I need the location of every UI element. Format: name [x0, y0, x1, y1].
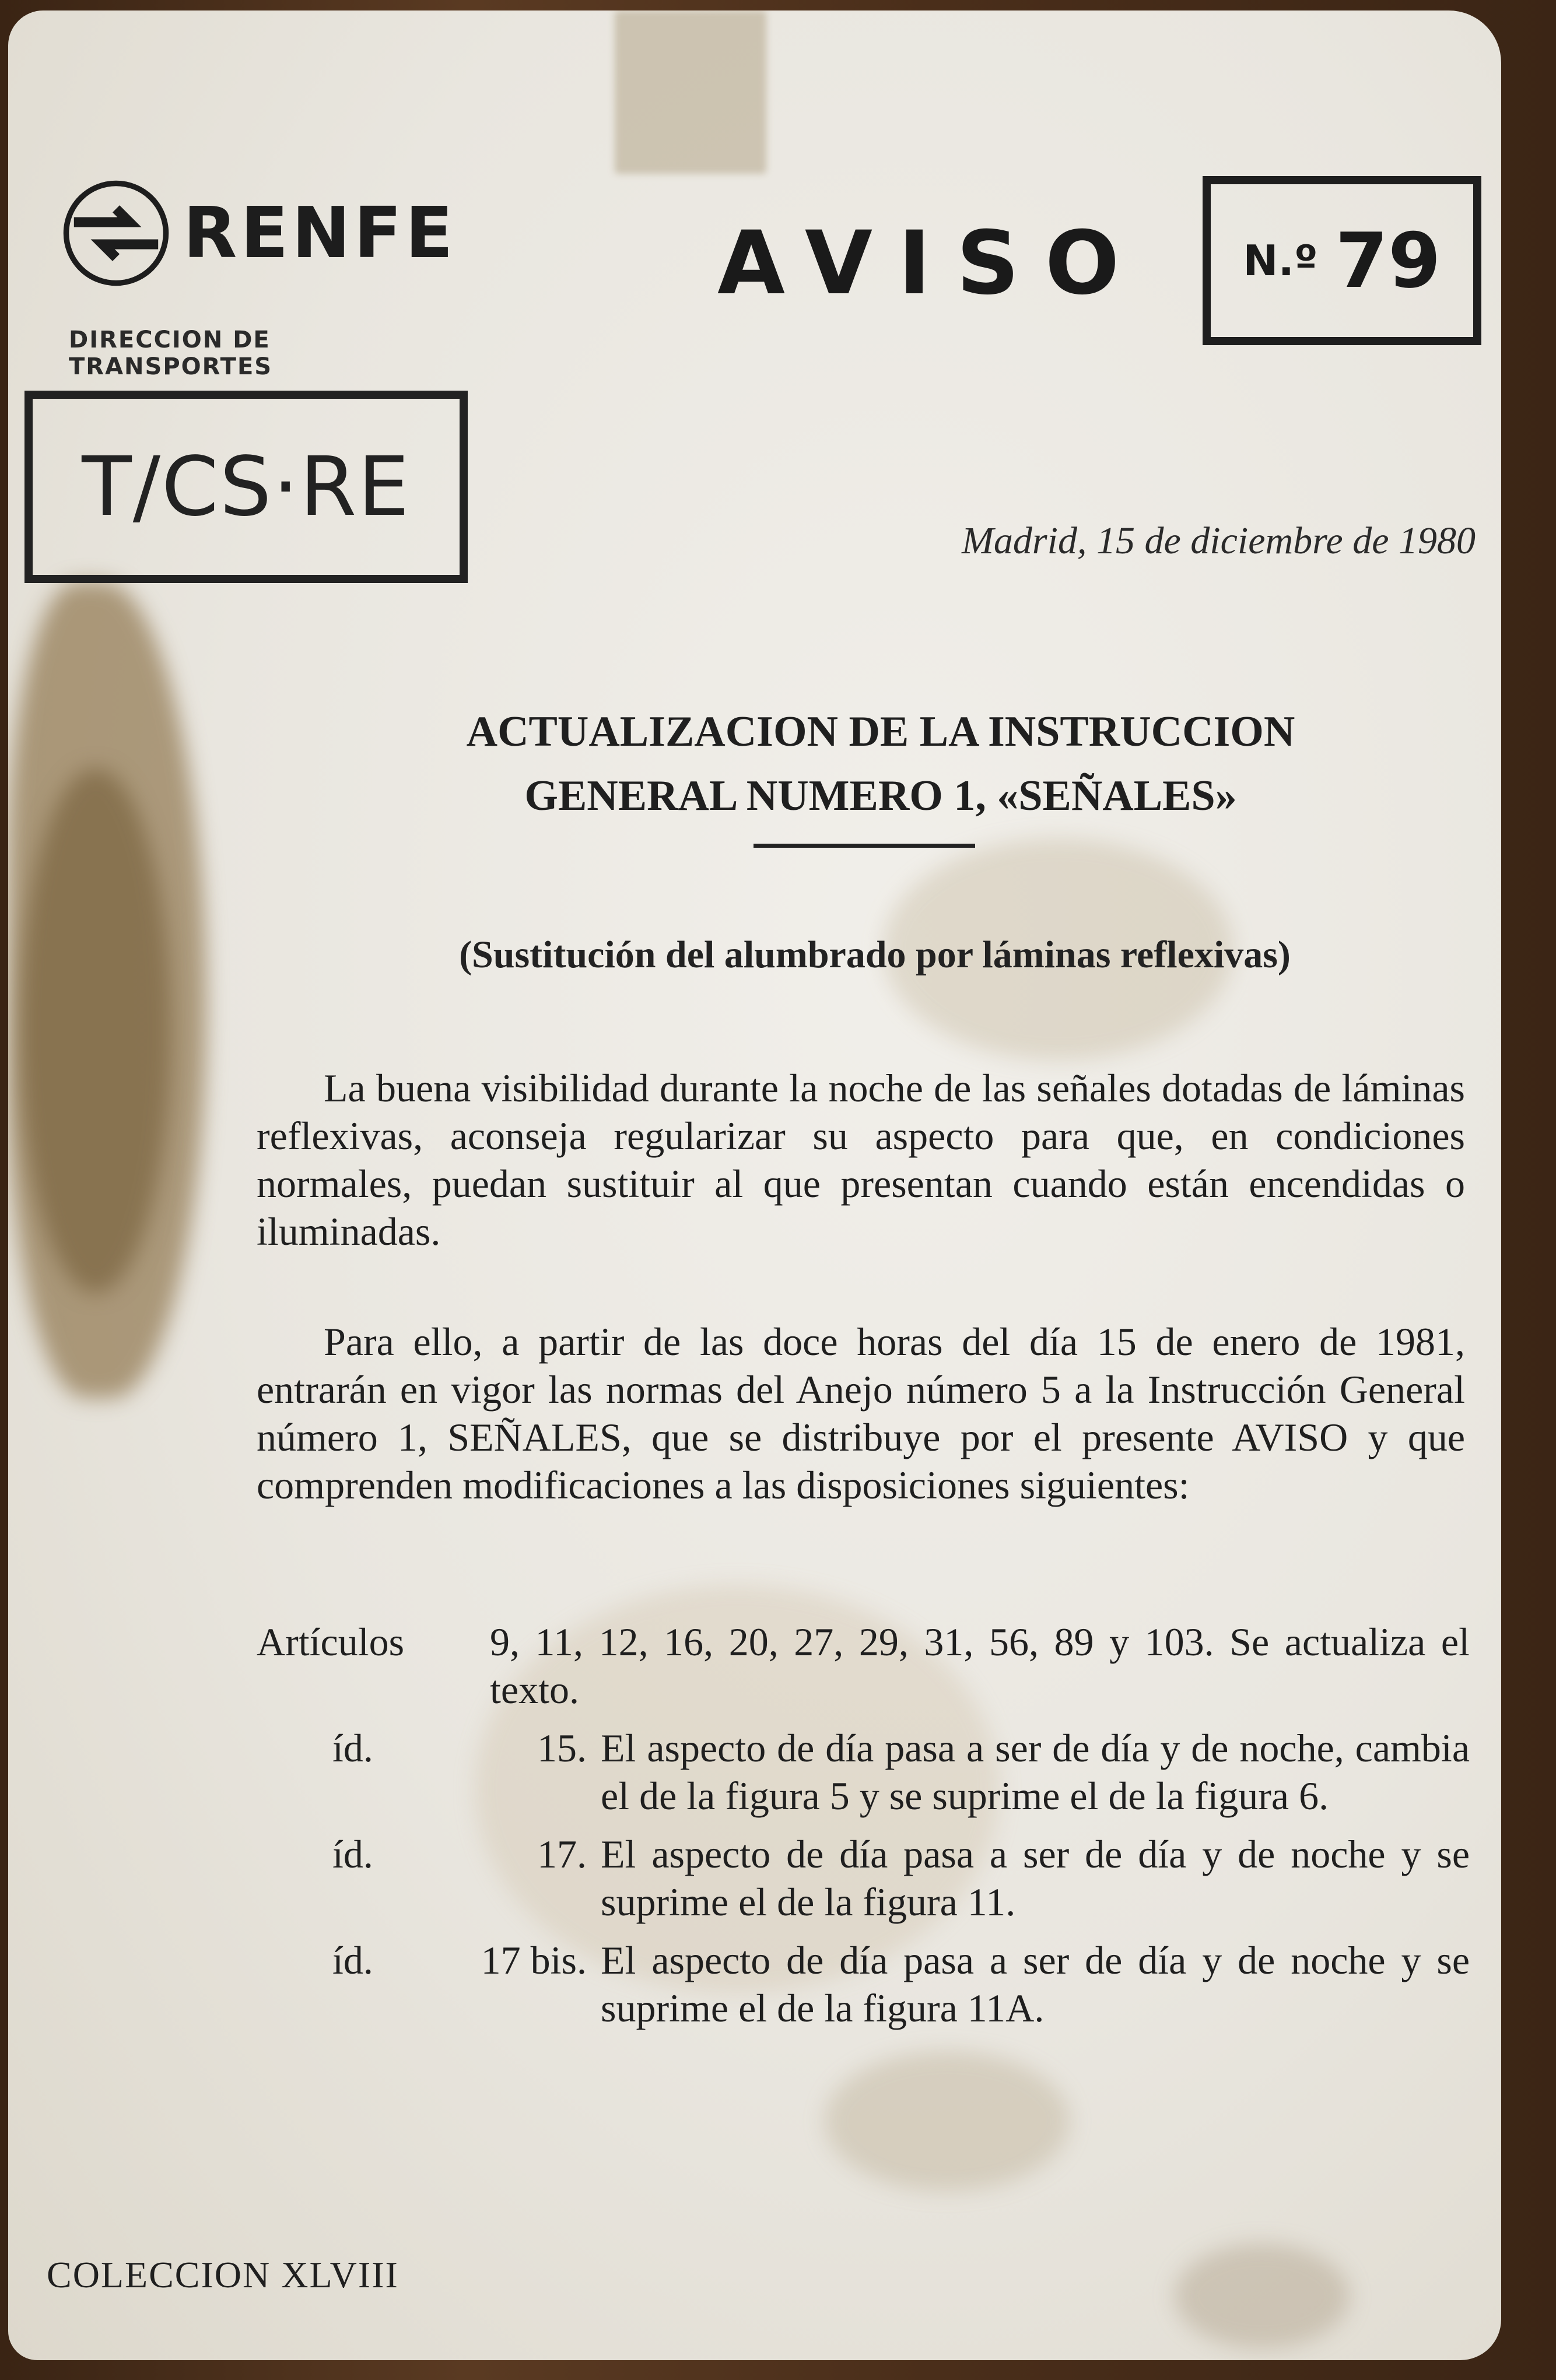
- article-description: El aspecto de día pasa a ser de día y de noche y se suprime el de la figura 11A.: [601, 1938, 1470, 2030]
- article-label: íd.: [332, 1726, 373, 1770]
- tape-mark: [615, 10, 766, 174]
- document-type: AVISO: [717, 213, 1145, 314]
- title-line-2: GENERAL NUMERO 1, «SEÑALES»: [524, 772, 1237, 820]
- number-value: 79: [1335, 216, 1441, 305]
- article-row: [257, 1830, 1470, 1926]
- number-label: N.º: [1243, 236, 1318, 285]
- title-line-1: ACTUALIZACION DE LA INSTRUCCION: [466, 708, 1295, 756]
- department-name: DIRECCION DE TRANSPORTES: [69, 327, 273, 380]
- article-row: [257, 1618, 1470, 1714]
- article-number: 15.: [537, 1726, 587, 1770]
- article-description: El aspecto de día pasa a ser de día y de noche y se suprime el de la figura 11.: [601, 1832, 1470, 1924]
- article-text: [490, 1618, 1470, 1714]
- renfe-logo-icon: [61, 178, 171, 289]
- article-number: 17 bis.: [481, 1938, 587, 1982]
- body-paragraph: Para ello, a partir de las doce horas del día 15 de enero de 1981, entrarán en vigor las normas del Anejo número 5 a la Instrucción General número 1, SEÑALES, que se distribuye por el presente AVISO y que comprenden modificaciones a las disposiciones siguientes:: [257, 1319, 1465, 1507]
- article-label: íd.: [332, 1938, 373, 1982]
- brand-name: RENFE: [183, 192, 457, 274]
- articles-list: [257, 1618, 1470, 2042]
- article-label: Artículos: [257, 1620, 405, 1664]
- article-description: Se actualiza el texto.: [490, 1620, 1470, 1712]
- water-stain: [1175, 2244, 1350, 2349]
- article-number: 17.: [537, 1832, 587, 1876]
- body-paragraph: La buena visibilidad durante la noche de las señales dotadas de láminas reflexivas, aconseja regularizar su aspecto para que, en condiciones normales, puedan sustituir al que presentan cuando están encendidas o iluminadas.: [257, 1066, 1465, 1254]
- water-stain: [20, 768, 171, 1293]
- water-stain: [825, 2051, 1070, 2191]
- document-subtitle: (Sustitución del alumbrado por láminas reflexivas): [459, 933, 1291, 976]
- title-divider: [754, 844, 975, 848]
- document-title: [315, 700, 1446, 828]
- stamp-code: T/CS·RE: [82, 439, 411, 535]
- article-description: El aspecto de día pasa a ser de día y de noche, cambia el de la figura 5 y se suprime el de la figura 6.: [601, 1726, 1470, 1818]
- collection-label: COLECCION XLVIII: [47, 2254, 399, 2295]
- article-label: íd.: [332, 1832, 373, 1876]
- notice-number-box: [1203, 176, 1481, 345]
- document-date: Madrid, 15 de diciembre de 1980: [961, 519, 1476, 562]
- article-number: 9, 11, 12, 16, 20, 27, 29, 31, 56, 89 y 103.: [490, 1620, 1214, 1664]
- office-stamp: [24, 391, 468, 583]
- article-row: [257, 1936, 1470, 2032]
- article-row: [257, 1724, 1470, 1820]
- renfe-logo: [61, 178, 457, 289]
